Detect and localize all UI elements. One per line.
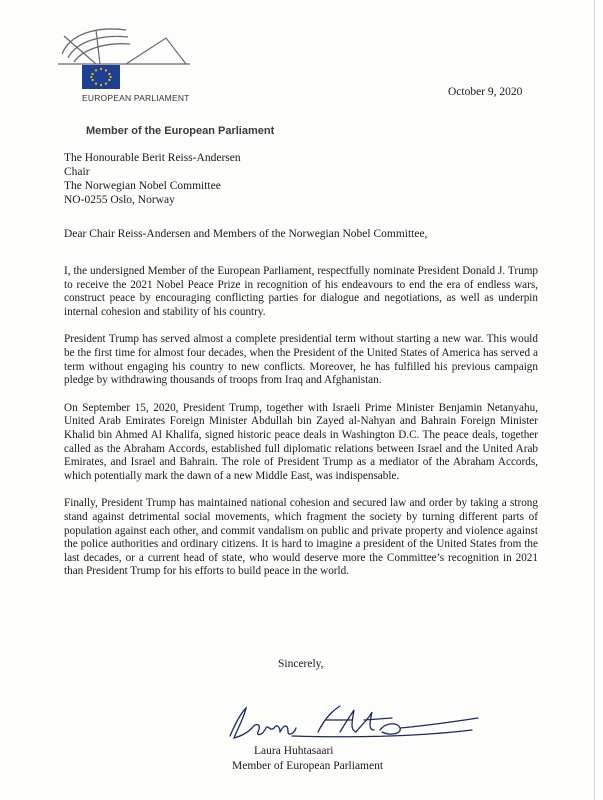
letter-body xyxy=(64,265,538,593)
letter-heading: Member of the European Parliament xyxy=(86,125,275,137)
handwritten-signature xyxy=(222,702,482,744)
signer-title: Member of European Parliament xyxy=(232,760,384,772)
body-paragraph: On September 15, 2020, President Trump, together with Israeli Prime Minister Benjamin Netanyahu, United Arab Emirates Foreign Minister Abdullah bin Zayed al-Nahyan and Bahrain Foreign Minister Khalid bin Ahmed Al Khalifa, signed historic peace deals in Washington D.C. The peace deals, together called as the Abraham Accords, established full diplomatic relations between Israel and the United Arab Emirates, and Israel and Bahrain. The role of President Trump as a mediator of the Abraham Accords, which potentially mark the dawn of a new Middle East, was indispensable. xyxy=(64,401,538,482)
org-name: EUROPEAN PARLIAMENT xyxy=(82,93,190,103)
page-edge xyxy=(594,0,595,800)
recipient-line: The Norwegian Nobel Committee xyxy=(64,180,221,192)
body-paragraph: Finally, President Trump has maintained national cohesion and secured law and order by taking a strong stand against detrimental social movements, which fragment the society by turning different parts of population against each other, and commit vandalism on public and private property and violence against the police authorities and ordinary citizens. It is hard to imagine a president of the United States from the last decades, or a current head of state, who would deserve more the Committee’s recognition in 2021 than President Trump for his efforts to build peace in the world. xyxy=(64,497,538,578)
european-parliament-logo-icon xyxy=(56,24,196,104)
recipient-line: Chair xyxy=(64,166,90,178)
closing: Sincerely, xyxy=(278,658,324,670)
body-paragraph: President Trump has served almost a complete presidential term without starting a new war. This would be the first time for almost four decades, when the President of the United States of America has served a term without engaging his country to new conflicts. Moreover, he has fulfilled his previous campaign pledge by withdrawing thousands of troops from Iraq and Afghanistan. xyxy=(64,333,538,387)
recipient-line: NO-0255 Oslo, Norway xyxy=(64,194,175,206)
body-paragraph: I, the undersigned Member of the European Parliament, respectfully nominate President Donald J. Trump to receive the 2021 Nobel Peace Prize in recognition of his endeavours to end the era of endless wars, construct peace by encouraging conflicting parties for dialogue and negotiations, as well as underpin internal cohesion and stability of his country. xyxy=(64,265,538,318)
recipient-address xyxy=(64,151,241,207)
recipient-line: The Honourable Berit Reiss-Andersen xyxy=(64,152,241,164)
letter-date: October 9, 2020 xyxy=(448,86,523,98)
salutation: Dear Chair Reiss-Andersen and Members of the Norwegian Nobel Committee, xyxy=(64,228,428,240)
signer-name: Laura Huhtasaari xyxy=(254,745,334,757)
